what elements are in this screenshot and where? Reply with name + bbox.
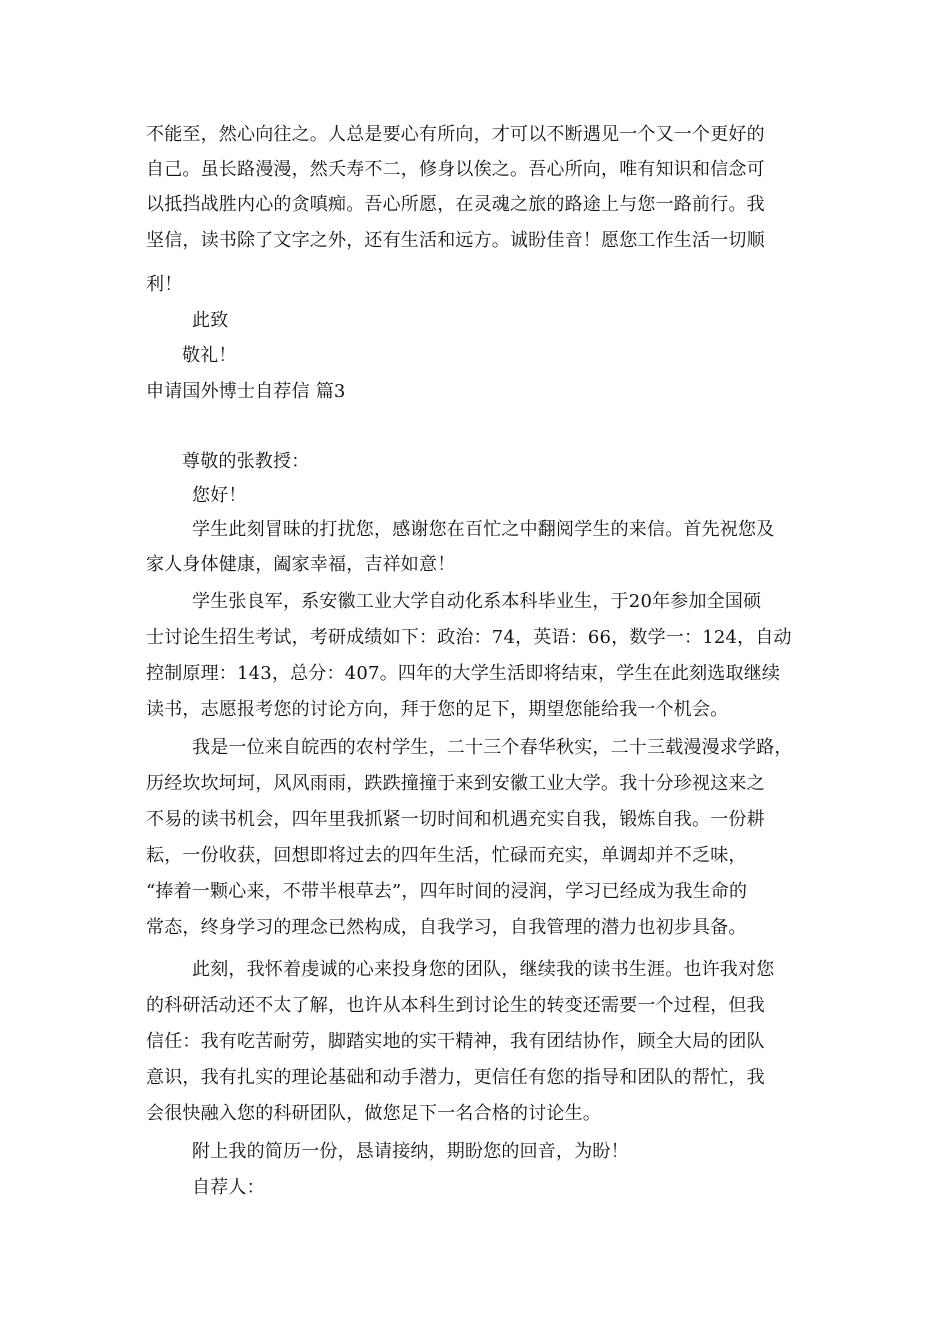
signature-line: 自荐人：	[192, 1177, 265, 1198]
paragraph-line: 的科研活动还不太了解，也许从本科生到讨论生的转变还需要一个过程，但我	[146, 995, 765, 1016]
paragraph-line: “捧着一颗心来，不带半根草去”，四年时间的浸润，学习已经成为我生命的	[146, 881, 748, 902]
paragraph-line: 会很快融入您的科研团队，做您足下一名合格的讨论生。	[146, 1103, 601, 1124]
paragraph-line: 自己。虽长路漫漫，然夭寿不二，修身以俟之。吾心所向，唯有知识和信念可	[146, 159, 765, 180]
paragraph-line: 我是一位来自皖西的农村学生，二十三个春华秋实，二十三载漫漫求学路，	[192, 737, 793, 758]
greeting-line: 尊敬的张教授：	[182, 451, 310, 472]
paragraph-line: 学生张良军，系安徽工业大学自动化系本科毕业生，于20年参加全国硕	[192, 591, 762, 612]
paragraph-line: 信任：我有吃苦耐劳，脚踏实地的实干精神，我有团结协作，顾全大局的团队	[146, 1031, 765, 1052]
paragraph-line: 附上我的简历一份，恳请接纳，期盼您的回音，为盼！	[192, 1141, 629, 1162]
paragraph-line: 控制原理：143，总分：407。四年的大学生活即将结束，学生在此刻选取继续	[146, 663, 781, 684]
paragraph-line: 不能至，然心向往之。人总是要心有所向，才可以不断遇见一个又一个更好的	[146, 124, 765, 145]
paragraph-line: 利！	[146, 274, 183, 295]
paragraph-line: 坚信，读书除了文字之外，还有生活和远方。诚盼佳音！愿您工作生活一切顺	[146, 230, 765, 251]
greeting-line: 您好！	[192, 485, 247, 506]
paragraph-line: 以抵挡战胜内心的贪嗔痴。吾心所愿，在灵魂之旅的路途上与您一路前行。我	[146, 194, 765, 215]
paragraph-line: 士讨论生招生考试，考研成绩如下：政治：74，英语：66，数学一：124，自动	[146, 627, 792, 648]
paragraph-line: 耘，一份收获，回想即将过去的四年生活，忙碌而充实，单调却并不乏味，	[146, 845, 747, 866]
section-heading: 申请国外博士自荐信 篇3	[146, 381, 346, 402]
paragraph-line: 家人身体健康，阖家幸福，吉祥如意！	[146, 554, 456, 575]
paragraph-line: 学生此刻冒昧的打扰您，感谢您在百忙之中翻阅学生的来信。首先祝您及	[192, 519, 775, 540]
closing-line: 此致	[192, 310, 229, 331]
paragraph-line: 此刻，我怀着虔诚的心来投身您的团队，继续我的读书生涯。也许我对您	[192, 959, 775, 980]
paragraph-line: 意识，我有扎实的理论基础和动手潜力，更信任有您的指导和团队的帮忙，我	[146, 1067, 765, 1088]
salutation-line: 敬礼！	[182, 345, 237, 366]
paragraph-line: 常态，终身学习的理念已然构成，自我学习，自我管理的潜力也初步具备。	[146, 917, 747, 938]
paragraph-line: 历经坎坎坷坷，风风雨雨，跌跌撞撞于来到安徽工业大学。我十分珍视这来之	[146, 773, 765, 794]
paragraph-line: 读书，志愿报考您的讨论方向，拜于您的足下，期望您能给我一个机会。	[146, 699, 729, 720]
paragraph-line: 不易的读书机会，四年里我抓紧一切时间和机遇充实自我，锻炼自我。一份耕	[146, 809, 765, 830]
